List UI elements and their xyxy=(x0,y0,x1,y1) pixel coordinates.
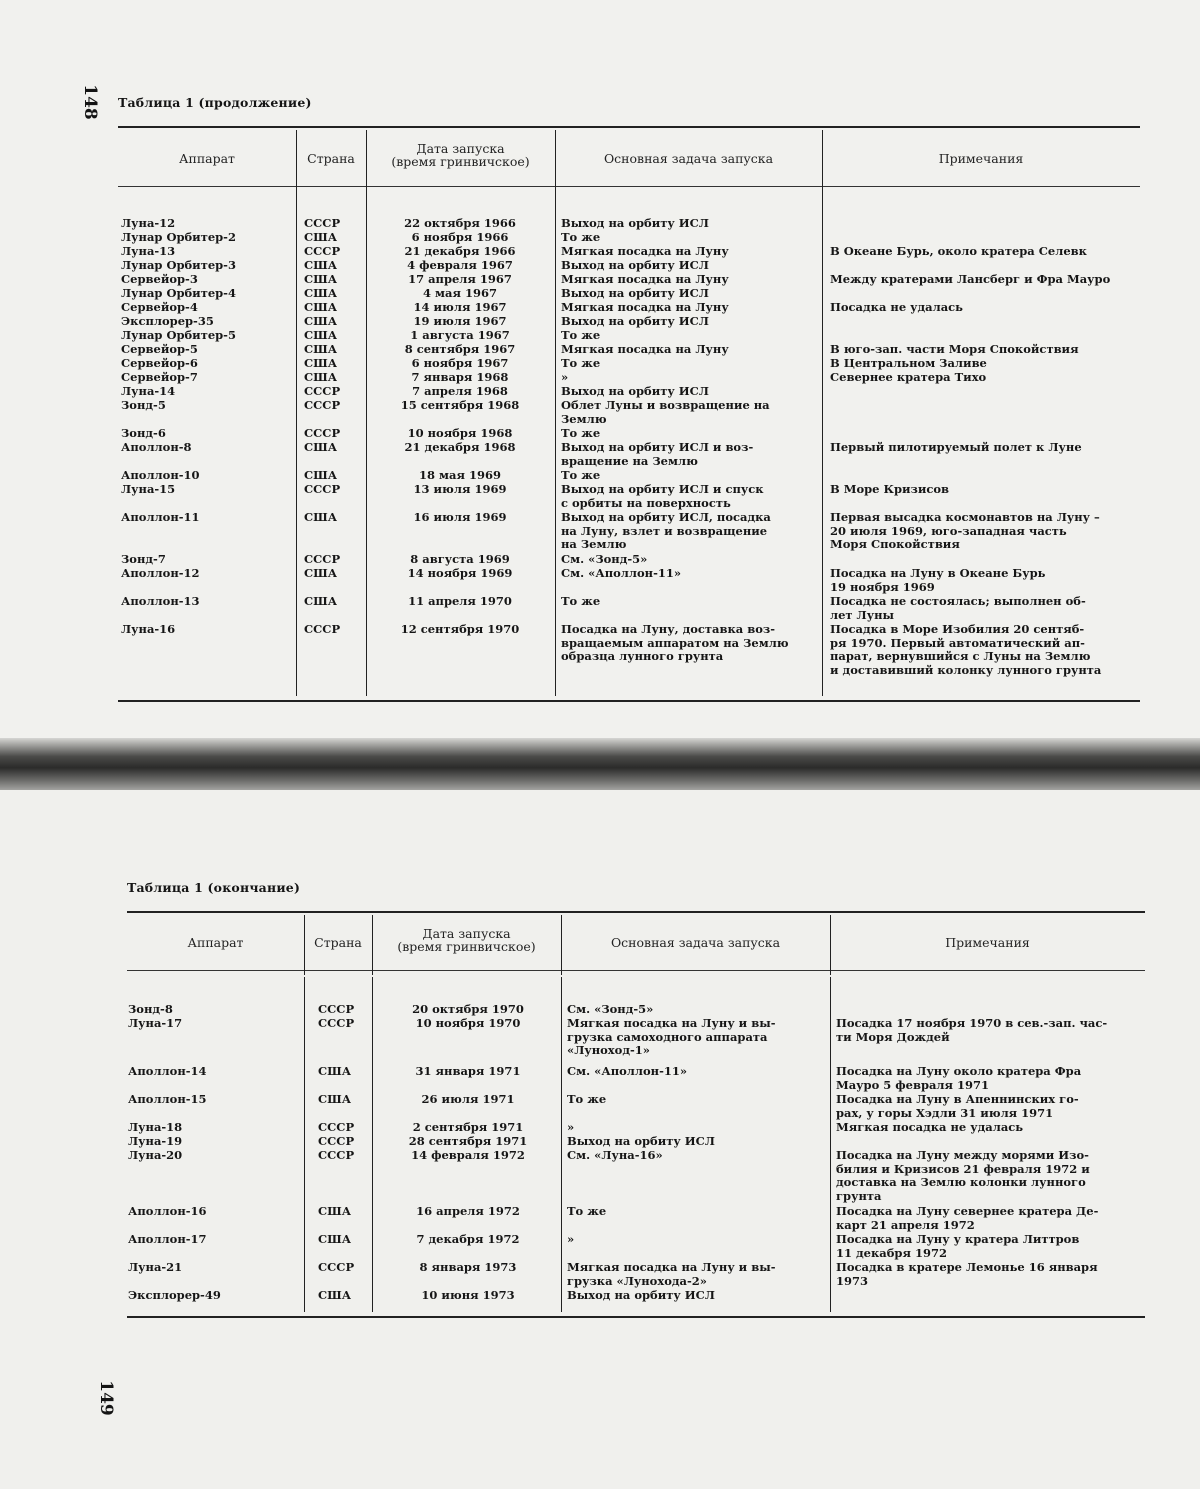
header-bottom-rule xyxy=(118,186,1140,187)
task-cell: См. «Зонд-5» xyxy=(561,552,648,566)
header-notes: Примечания xyxy=(945,935,1030,950)
task-cell: Посадка на Луну, доставка воз- вращаемым аппаратом на Землю образца лунного грунта xyxy=(561,622,789,664)
header-task: Основная задача запуска xyxy=(603,151,774,166)
date-cell: 6 ноября 1966 xyxy=(411,230,509,244)
date-cell: 19 июля 1967 xyxy=(413,314,507,328)
apparatus-cell: Аполлон-12 xyxy=(121,566,200,580)
date-cell: 7 апреля 1968 xyxy=(412,384,508,398)
task-cell: Выход на орбиту ИСЛ xyxy=(561,314,709,328)
date-cell: 11 апреля 1970 xyxy=(408,594,512,608)
apparatus-cell: Эксплорер-49 xyxy=(128,1288,221,1302)
note-cell: В юго-зап. части Моря Спокойствия xyxy=(830,342,1079,356)
note-cell: Посадка на Луну в Апеннинских го- рах, у горы Хэдли 31 июля 1971 xyxy=(836,1092,1079,1120)
apparatus-cell: Аполлон-8 xyxy=(121,440,192,454)
date-cell: 22 октября 1966 xyxy=(404,216,516,230)
table-top-rule xyxy=(127,911,1145,913)
apparatus-cell: Сервейор-5 xyxy=(121,342,198,356)
task-cell: Выход на орбиту ИСЛ, посадка на Луну, взлет и возвращение на Землю xyxy=(561,510,771,552)
task-cell: То же xyxy=(567,1204,607,1218)
country-cell: США xyxy=(304,440,338,454)
header-bottom-rule xyxy=(127,970,1145,971)
note-cell: Первая высадка космонавтов на Луну – 20 июля 1969, юго-западная часть Моря Спокойствия xyxy=(830,510,1100,552)
note-cell: Посадка не удалась xyxy=(830,300,963,314)
task-cell: Мягкая посадка на Луну xyxy=(561,342,729,356)
country-cell: США xyxy=(304,468,338,482)
task-cell: См. «Луна-16» xyxy=(567,1148,663,1162)
country-cell: СССР xyxy=(318,1148,355,1162)
task-cell: Мягкая посадка на Луну xyxy=(561,244,729,258)
apparatus-cell: Зонд-5 xyxy=(121,398,166,412)
apparatus-cell: Зонд-7 xyxy=(121,552,166,566)
apparatus-cell: Лунар Орбитер-5 xyxy=(121,328,236,342)
apparatus-cell: Эксплорер-35 xyxy=(121,314,214,328)
header-notes: Примечания xyxy=(938,151,1024,166)
note-cell: В Море Кризисов xyxy=(830,482,950,496)
task-cell: Выход на орбиту ИСЛ xyxy=(567,1134,715,1148)
page-149 xyxy=(0,790,1200,1489)
note-cell: Между кратерами Лансберг и Фра Мауро xyxy=(830,272,1111,286)
country-cell: США xyxy=(318,1064,352,1078)
task-cell: Облет Луны и возвращение на Землю xyxy=(561,398,770,426)
date-cell: 16 июля 1969 xyxy=(413,510,507,524)
date-cell: 10 ноября 1968 xyxy=(407,426,513,440)
country-cell: США xyxy=(304,328,338,342)
header-task: Основная задача запуска xyxy=(610,935,781,950)
date-cell: 17 апреля 1967 xyxy=(408,272,512,286)
date-cell: 6 ноября 1967 xyxy=(411,356,509,370)
note-cell: Севернее кратера Тихо xyxy=(830,370,987,384)
page-number: 148 xyxy=(79,84,100,120)
country-cell: США xyxy=(304,510,338,524)
apparatus-cell: Аполлон-15 xyxy=(128,1092,207,1106)
apparatus-cell: Аполлон-10 xyxy=(121,468,200,482)
date-cell: 12 сентября 1970 xyxy=(400,622,520,636)
date-cell: 10 ноября 1970 xyxy=(415,1016,521,1030)
task-cell: То же xyxy=(567,1092,607,1106)
date-cell: 15 сентября 1968 xyxy=(400,398,520,412)
header-date: Дата запуска (время гринвичское) xyxy=(397,926,536,954)
column-divider xyxy=(555,130,556,696)
date-cell: 28 сентября 1971 xyxy=(408,1134,528,1148)
apparatus-cell: Луна-17 xyxy=(128,1016,183,1030)
apparatus-cell: Луна-13 xyxy=(121,244,176,258)
apparatus-cell: Зонд-6 xyxy=(121,426,166,440)
country-cell: США xyxy=(304,356,338,370)
column-divider xyxy=(822,130,823,696)
apparatus-cell: Аполлон-17 xyxy=(128,1232,207,1246)
apparatus-cell: Луна-12 xyxy=(121,216,176,230)
note-cell: Посадка на Луну между морями Изо- билия и Кризисов 21 февраля 1972 и доставка на Землю колонки лунного грунта xyxy=(836,1148,1090,1203)
header-apparatus: Аппарат xyxy=(179,151,235,166)
header-apparatus: Аппарат xyxy=(187,935,244,950)
country-cell: СССР xyxy=(304,216,341,230)
task-cell: См. «Зонд-5» xyxy=(567,1002,654,1016)
task-cell: Мягкая посадка на Луну и вы- грузка «Лунохода-2» xyxy=(567,1260,776,1288)
header-country: Страна xyxy=(307,151,355,166)
table-caption: Таблица 1 (продолжение) xyxy=(118,95,312,110)
table-top-rule xyxy=(118,126,1140,128)
task-cell: Выход на орбиту ИСЛ и воз- вращение на Землю xyxy=(561,440,754,468)
note-cell: Первый пилотируемый полет к Луне xyxy=(830,440,1082,454)
apparatus-cell: Зонд-8 xyxy=(128,1002,173,1016)
country-cell: США xyxy=(304,286,338,300)
country-cell: США xyxy=(304,230,338,244)
country-cell: СССР xyxy=(304,622,341,636)
date-cell: 7 января 1968 xyxy=(411,370,509,384)
apparatus-cell: Луна-16 xyxy=(121,622,176,636)
date-cell: 7 декабря 1972 xyxy=(416,1232,520,1246)
page-number: 149 xyxy=(95,1380,116,1416)
date-cell: 26 июля 1971 xyxy=(421,1092,515,1106)
country-cell: США xyxy=(318,1092,352,1106)
task-cell: Выход на орбиту ИСЛ xyxy=(561,384,709,398)
task-cell: То же xyxy=(561,594,601,608)
apparatus-cell: Сервейор-6 xyxy=(121,356,198,370)
country-cell: США xyxy=(304,566,338,580)
date-cell: 31 января 1971 xyxy=(415,1064,521,1078)
task-cell: Выход на орбиту ИСЛ xyxy=(561,216,709,230)
task-cell: Выход на орбиту ИСЛ xyxy=(567,1288,715,1302)
column-divider xyxy=(830,977,831,1312)
country-cell: СССР xyxy=(304,552,341,566)
apparatus-cell: Луна-21 xyxy=(128,1260,183,1274)
task-cell: См. «Аполлон-11» xyxy=(567,1064,688,1078)
task-cell: » xyxy=(567,1232,575,1246)
country-cell: СССР xyxy=(318,1120,355,1134)
country-cell: США xyxy=(304,314,338,328)
country-cell: СССР xyxy=(318,1260,355,1274)
apparatus-cell: Сервейор-4 xyxy=(121,300,198,314)
country-cell: США xyxy=(318,1288,352,1302)
date-cell: 14 июля 1967 xyxy=(413,300,507,314)
apparatus-cell: Сервейор-7 xyxy=(121,370,198,384)
apparatus-cell: Лунар Орбитер-3 xyxy=(121,258,236,272)
country-cell: СССР xyxy=(318,1002,355,1016)
country-cell: США xyxy=(304,272,338,286)
table-bottom-rule xyxy=(127,1316,1145,1318)
task-cell: Мягкая посадка на Луну xyxy=(561,272,729,286)
task-cell: То же xyxy=(561,328,601,342)
country-cell: СССР xyxy=(318,1016,355,1030)
date-cell: 8 января 1973 xyxy=(419,1260,517,1274)
task-cell: » xyxy=(561,370,569,384)
note-cell: Мягкая посадка не удалась xyxy=(836,1120,1024,1134)
column-divider xyxy=(304,977,305,1312)
note-cell: Посадка в Море Изобилия 20 сентяб- ря 1970. Первый автоматический ап- парат, вернувшийся с Луны на Землю и доставивший колонку лунного грунта xyxy=(830,622,1102,677)
country-cell: США xyxy=(304,300,338,314)
date-cell: 1 августа 1967 xyxy=(410,328,510,342)
table-caption: Таблица 1 (окончание) xyxy=(127,880,301,895)
note-cell: Посадка на Луну севернее кратера Де- карт 21 апреля 1972 xyxy=(836,1204,1099,1232)
country-cell: СССР xyxy=(304,426,341,440)
country-cell: СССР xyxy=(304,244,341,258)
task-cell: То же xyxy=(561,468,601,482)
note-cell: В Океане Бурь, около кратера Селевк xyxy=(830,244,1087,258)
column-divider xyxy=(561,977,562,1312)
task-cell: Мягкая посадка на Луну xyxy=(561,300,729,314)
country-cell: США xyxy=(304,258,338,272)
task-cell: Выход на орбиту ИСЛ xyxy=(561,286,709,300)
apparatus-cell: Сервейор-3 xyxy=(121,272,198,286)
note-cell: Посадка на Луну у кратера Литтров 11 декабря 1972 xyxy=(836,1232,1080,1260)
header-country: Страна xyxy=(314,935,362,950)
task-cell: См. «Аполлон-11» xyxy=(561,566,682,580)
task-cell: Мягкая посадка на Луну и вы- грузка самоходного аппарата «Луноход-1» xyxy=(567,1016,776,1058)
task-cell: То же xyxy=(561,230,601,244)
date-cell: 21 декабря 1968 xyxy=(404,440,516,454)
apparatus-cell: Луна-20 xyxy=(128,1148,183,1162)
date-cell: 18 мая 1969 xyxy=(419,468,501,482)
date-cell: 20 октября 1970 xyxy=(412,1002,524,1016)
apparatus-cell: Лунар Орбитер-2 xyxy=(121,230,236,244)
country-cell: СССР xyxy=(318,1134,355,1148)
column-divider xyxy=(366,130,367,696)
task-cell: Выход на орбиту ИСЛ xyxy=(561,258,709,272)
country-cell: СССР xyxy=(304,482,341,496)
country-cell: США xyxy=(304,342,338,356)
apparatus-cell: Аполлон-16 xyxy=(128,1204,207,1218)
apparatus-cell: Луна-19 xyxy=(128,1134,183,1148)
country-cell: СССР xyxy=(304,398,341,412)
note-cell: Посадка 17 ноября 1970 в сев.-зап. час- ти Моря Дождей xyxy=(836,1016,1108,1044)
apparatus-cell: Аполлон-14 xyxy=(128,1064,207,1078)
task-cell: » xyxy=(567,1120,575,1134)
date-cell: 4 февраля 1967 xyxy=(407,258,513,272)
header-date: Дата запуска (время гринвичское) xyxy=(391,141,530,169)
country-cell: США xyxy=(304,370,338,384)
date-cell: 10 июня 1973 xyxy=(421,1288,515,1302)
apparatus-cell: Аполлон-13 xyxy=(121,594,200,608)
country-cell: США xyxy=(304,594,338,608)
date-cell: 21 декабря 1966 xyxy=(404,244,516,258)
country-cell: США xyxy=(318,1204,352,1218)
date-cell: 14 февраля 1972 xyxy=(411,1148,525,1162)
note-cell: Посадка не состоялась; выполнен об- лет Луны xyxy=(830,594,1086,622)
column-divider xyxy=(296,130,297,696)
apparatus-cell: Луна-18 xyxy=(128,1120,183,1134)
apparatus-cell: Лунар Орбитер-4 xyxy=(121,286,236,300)
date-cell: 4 мая 1967 xyxy=(423,286,497,300)
task-cell: То же xyxy=(561,356,601,370)
note-cell: В Центральном Заливе xyxy=(830,356,987,370)
date-cell: 2 сентября 1971 xyxy=(412,1120,524,1134)
note-cell: Посадка в кратере Лемонье 16 января 1973 xyxy=(836,1260,1098,1288)
date-cell: 14 ноября 1969 xyxy=(407,566,513,580)
date-cell: 16 апреля 1972 xyxy=(416,1204,520,1218)
table-bottom-rule xyxy=(118,700,1140,702)
apparatus-cell: Аполлон-11 xyxy=(121,510,200,524)
task-cell: То же xyxy=(561,426,601,440)
task-cell: Выход на орбиту ИСЛ и спуск с орбиты на поверхность xyxy=(561,482,764,510)
country-cell: США xyxy=(318,1232,352,1246)
apparatus-cell: Луна-15 xyxy=(121,482,176,496)
note-cell: Посадка на Луну около кратера Фра Мауро 5 февраля 1971 xyxy=(836,1064,1082,1092)
date-cell: 8 сентября 1967 xyxy=(404,342,516,356)
country-cell: СССР xyxy=(304,384,341,398)
apparatus-cell: Луна-14 xyxy=(121,384,176,398)
note-cell: Посадка на Луну в Океане Бурь 19 ноября 1969 xyxy=(830,566,1046,594)
date-cell: 13 июля 1969 xyxy=(413,482,507,496)
date-cell: 8 августа 1969 xyxy=(410,552,510,566)
